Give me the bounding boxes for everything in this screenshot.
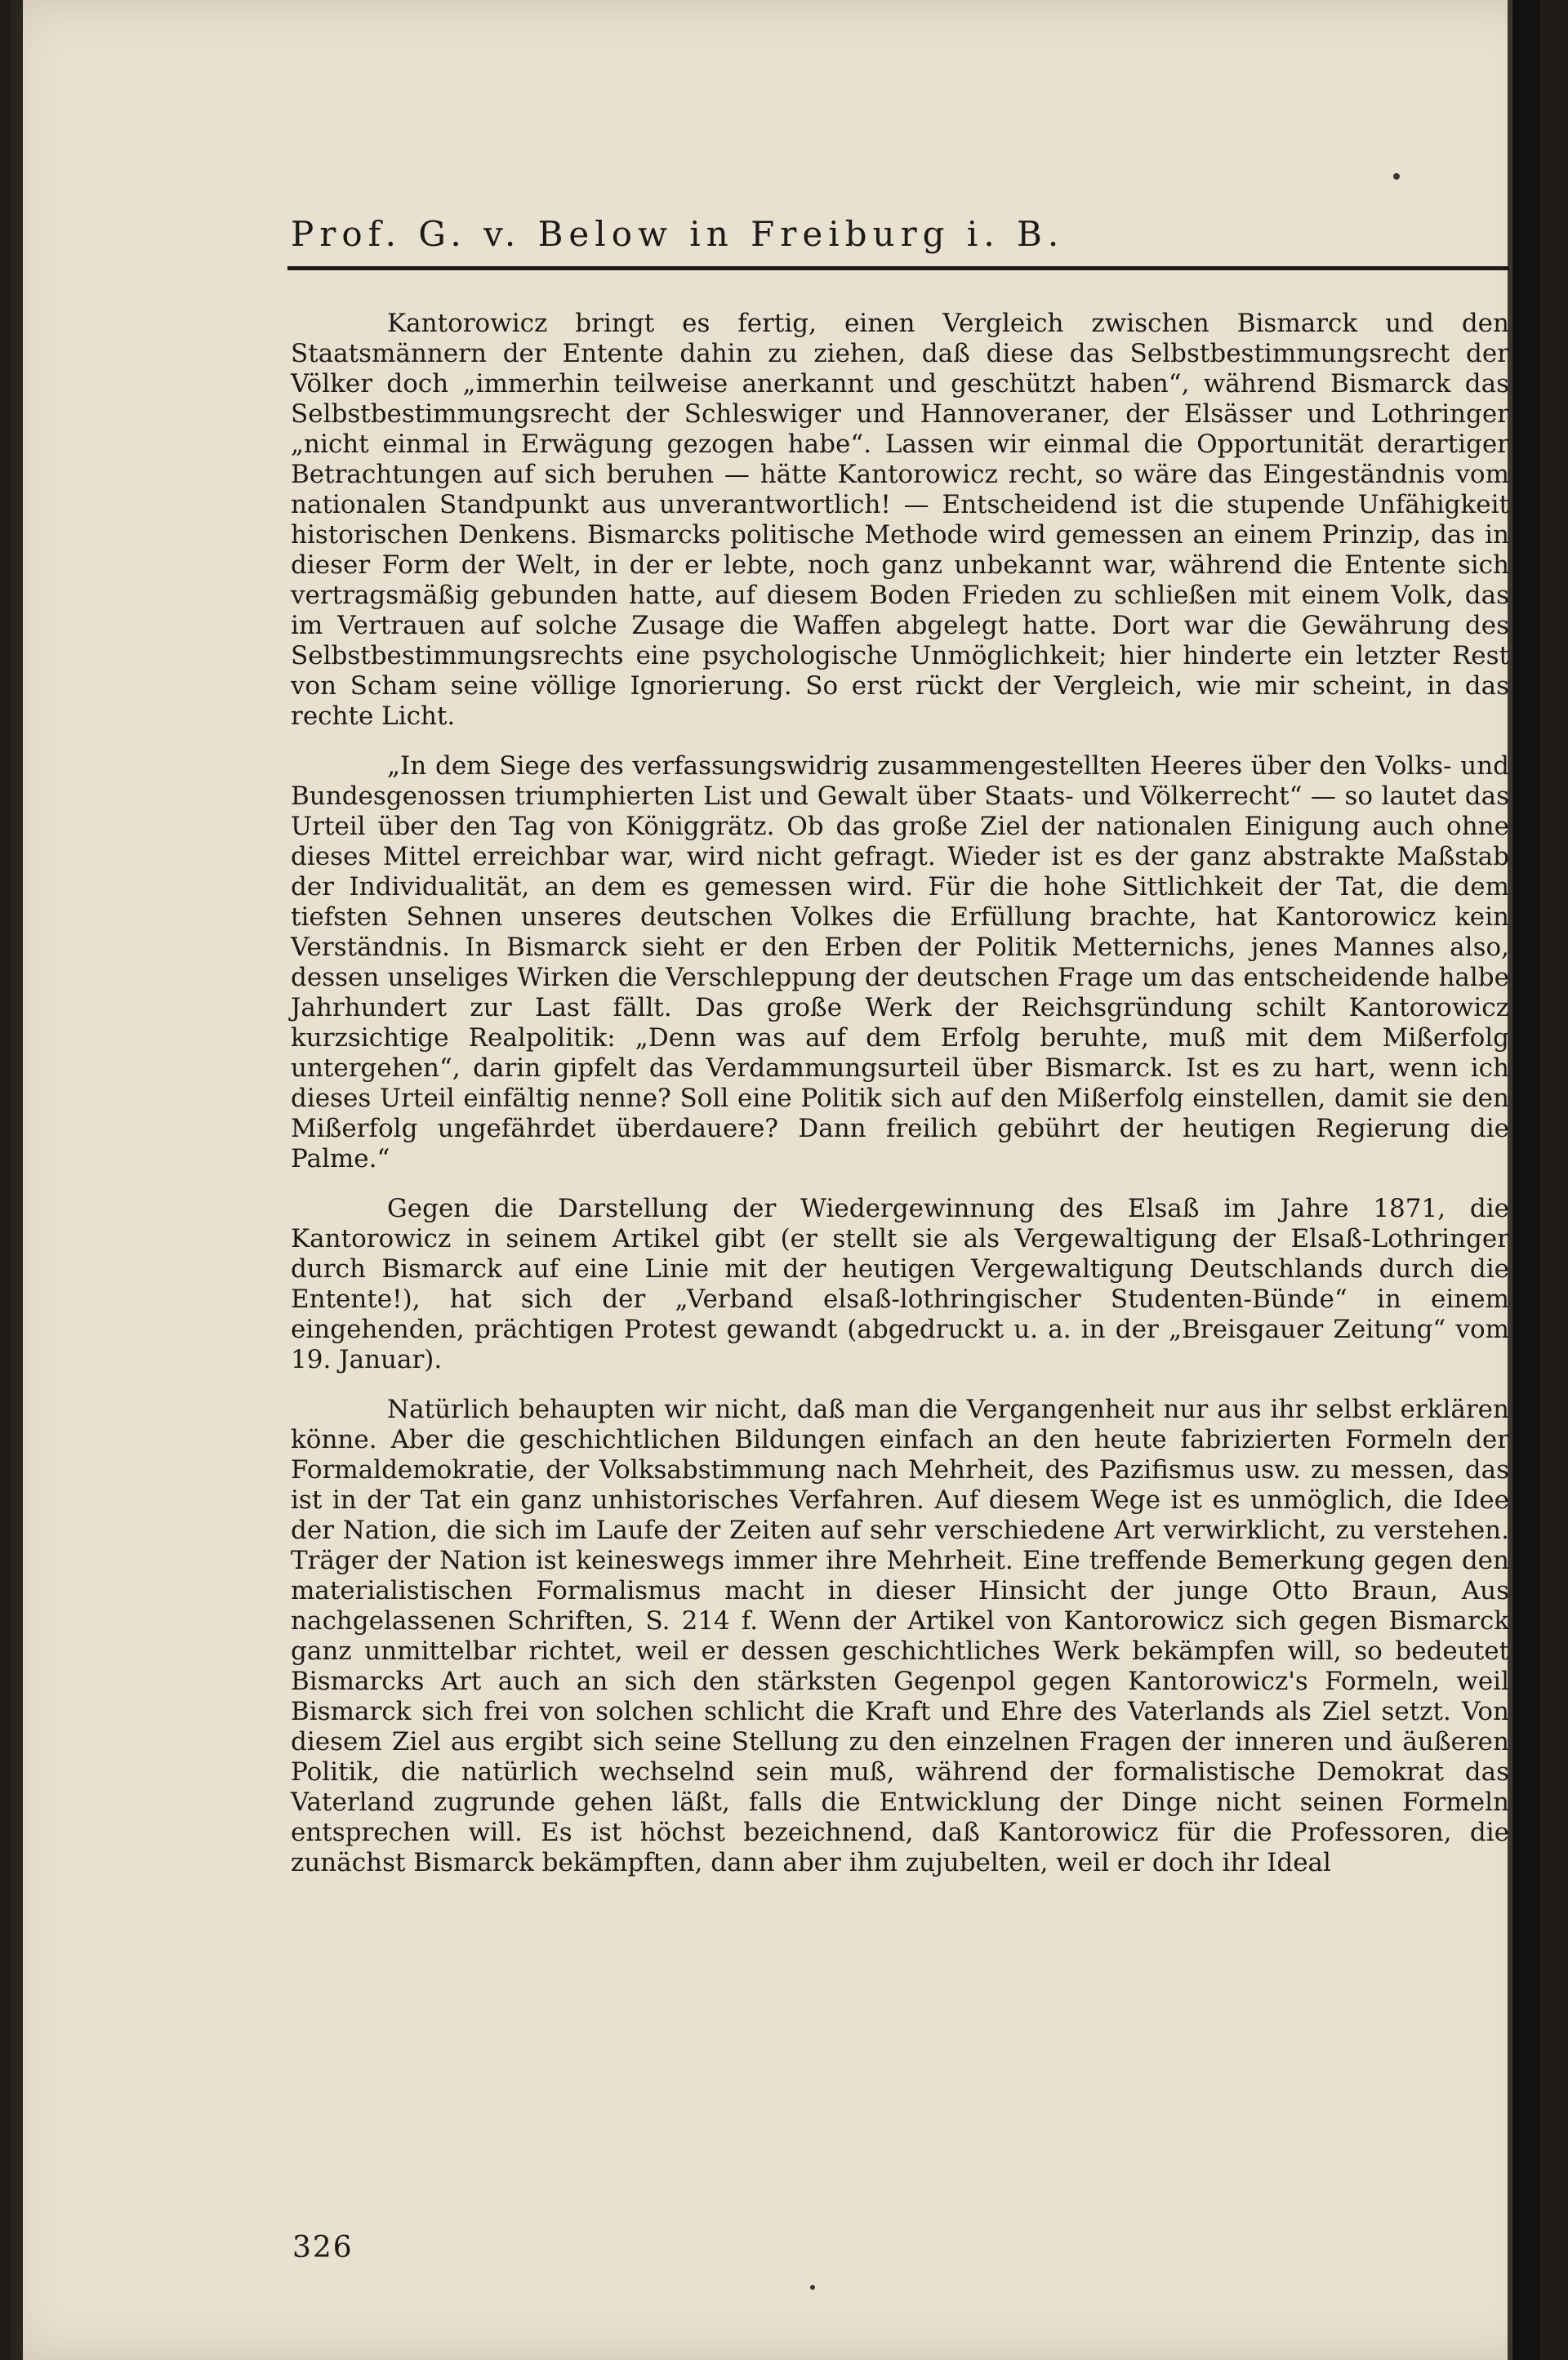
paragraph: „In dem Siege des verfassungswidrig zusammengestellten Heeres über den Volks- und Bundesgenossen triumphierten List und Gewalt über Staats- und Völkerrecht“ — so lautet das Urteil über den Tag von Königgrätz. Ob das große Ziel der nationalen Einigung auch ohne dieses Mittel erreichbar war, wird nicht gefragt. Wieder ist es der ganz abstrakte Maßstab der Individualität, an dem es gemessen wird. Für die hohe Sittlichkeit der Tat, die dem tiefsten Sehnen unseres deutschen Volkes die Erfüllung brachte, hat Kantorowicz kein Verständnis. In Bismarck sieht er den Erben der Politik Metternichs, jenes Mannes also, dessen unseliges Wirken die Verschleppung der deutschen Frage um das entscheidende halbe Jahrhundert zur Last fällt. Das große Werk der Reichsgründung schilt Kantorowicz kurzsichtige Realpolitik: „Denn was auf dem Erfolg beruhte, muß mit dem Mißerfolg untergehen“, darin gipfelt das Verdammungsurteil über Bismarck. Ist es zu hart, wenn ich dieses Urteil einfältig nenne? Soll eine Politik sich auf den Mißerfolg einstellen, damit sie den Mißerfolg ungefährdet überdauere? Dann freilich gebührt der heutigen Regierung die Palme.“ (291, 751, 1509, 1173)
page-right-edge (1512, 0, 1540, 2360)
running-head: Prof. G. v. Below in Freiburg i. B. (291, 214, 1065, 254)
header-rule (287, 266, 1509, 270)
body-text (291, 309, 1509, 1898)
ink-speck (810, 2285, 815, 2290)
page-left-edge (11, 0, 23, 2360)
paragraph: Gegen die Darstellung der Wiedergewinnung des Elsaß im Jahre 1871, die Kantorowicz in seinem Artikel gibt (er stellt sie als Vergewaltigung der Elsaß-Lothringer durch Bismarck auf eine Linie mit der heutigen Vergewaltigung Deutschlands durch die Entente!), hat sich der „Verband elsaß-lothringischer Studenten-Bünde“ in einem eingehenden, prächtigen Protest gewandt (abgedruckt u. a. in der „Breisgauer Zeitung“ vom 19. Januar). (291, 1194, 1509, 1374)
paragraph: Natürlich behaupten wir nicht, daß man die Vergangenheit nur aus ihr selbst erklären könne. Aber die geschichtlichen Bildungen einfach an den heute fabrizierten Formeln der Formaldemokratie, der Volksabstimmung nach Mehrheit, des Pazifismus usw. zu messen, das ist in der Tat ein ganz unhistorisches Verfahren. Auf diesem Wege ist es unmöglich, die Idee der Nation, die sich im Laufe der Zeiten auf sehr verschiedene Art verwirklicht, zu verstehen. Träger der Nation ist keineswegs immer ihre Mehrheit. Eine treffende Bemerkung gegen den materialistischen Formalismus macht in dieser Hinsicht der junge Otto Braun, Aus nachgelassenen Schriften, S. 214 f. Wenn der Artikel von Kantorowicz sich gegen Bismarck ganz unmittelbar richtet, weil er dessen geschichtliches Werk bekämpfen will, so bedeutet Bismarcks Art auch an sich den stärksten Gegenpol gegen Kantorowicz's Formeln, weil Bismarck sich frei von solchen schlicht die Kraft und Ehre des Vaterlands als Ziel setzt. Von diesem Ziel aus ergibt sich seine Stellung zu den einzelnen Fragen der inneren und äußeren Politik, die natürlich wechselnd sein muß, während der formalistische Demokrat das Vaterland zugrunde gehen läßt, falls die Entwicklung der Dinge nicht seinen Formeln entsprechen will. Es ist höchst bezeichnend, daß Kantorowicz für die Professoren, die zunächst Bismarck bekämpften, dann aber ihm zujubelten, weil er doch ihr Ideal (291, 1395, 1509, 1877)
page-number: 326 (292, 2231, 354, 2264)
paragraph: Kantorowicz bringt es fertig, einen Vergleich zwischen Bismarck und den Staatsmännern der Entente dahin zu ziehen, daß diese das Selbstbestimmungsrecht der Völker doch „immerhin teilweise anerkannt und geschützt haben“, während Bismarck das Selbstbestimmungsrecht der Schleswiger und Hannoveraner, der Elsässer und Lothringer „nicht einmal in Erwägung gezogen habe“. Lassen wir einmal die Opportunität derartiger Betrachtungen auf sich beruhen — hätte Kantorowicz recht, so wäre das Eingeständnis vom nationalen Standpunkt aus unverantwortlich! — Entscheidend ist die stupende Unfähigkeit historischen Denkens. Bismarcks politische Methode wird gemessen an einem Prinzip, das in dieser Form der Welt, in der er lebte, noch ganz unbekannt war, während die Entente sich vertragsmäßig gebunden hatte, auf diesem Boden Frieden zu schließen mit einem Volk, das im Vertrauen auf solche Zusage die Waffen abgelegt hatte. Dort war die Gewährung des Selbstbestimmungsrechts eine psychologische Unmöglichkeit; hier hinderte ein letzter Rest von Scham seine völlige Ignorierung. So erst rückt der Vergleich, wie mir scheint, in das rechte Licht. (291, 309, 1509, 731)
ink-speck (1393, 173, 1400, 180)
